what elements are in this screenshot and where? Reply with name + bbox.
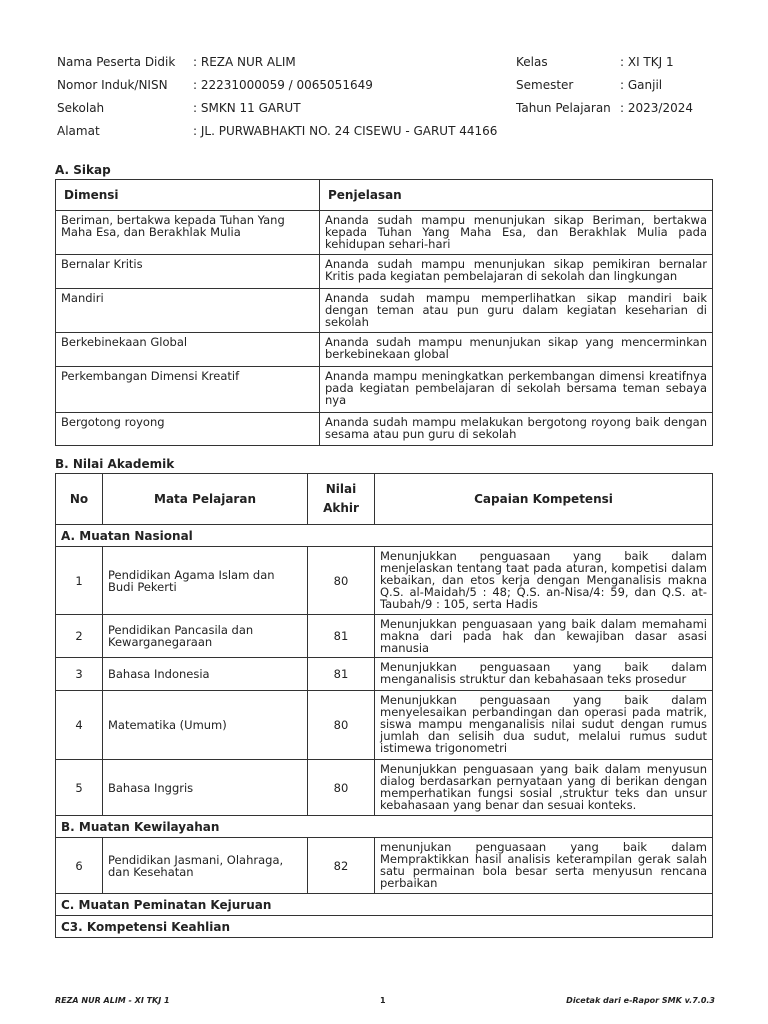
identity-row [57,124,717,147]
penjelasan-cell: Ananda sudah mampu memperlihatkan sikap mandiri baik dengan teman atau pun guru dalam kegiatan keseharian di sekolah [320,289,713,333]
dimensi-cell: Beriman, bertakwa kepada Tuhan Yang Maha Esa, dan Berakhlak Mulia [56,211,320,255]
header-penjelasan: Penjelasan [320,180,713,211]
table-row [56,333,713,367]
footer-student: REZA NUR ALIM - XI TKJ 1 [55,996,170,1005]
mapel-cell: Pendidikan Agama Islam dan Budi Pekerti [103,547,308,615]
no-cell: 4 [56,691,103,760]
mapel-cell: Bahasa Indonesia [103,658,308,691]
no-cell: 5 [56,760,103,816]
table-row [56,691,713,760]
dimensi-cell: Bergotong royong [56,413,320,446]
table-header-row [56,180,713,211]
value-alamat: : JL. PURWABHAKTI NO. 24 CISEWU - GARUT 44166 [193,124,498,138]
dimensi-cell: Berkebinekaan Global [56,333,320,367]
penjelasan-cell: Ananda sudah mampu menunjukan sikap Beriman, bertakwa kepada Tuhan Yang Maha Esa, dan Berakhlak Mulia pada kehidupan sehari-hari [320,211,713,255]
value-nisn: : 22231000059 / 0065051649 [193,78,373,92]
dimensi-cell: Mandiri [56,289,320,333]
dimensi-cell: Bernalar Kritis [56,255,320,289]
value-nama: : REZA NUR ALIM [193,55,296,69]
identity-row [57,101,717,124]
label-kelas: Kelas [516,55,548,69]
mapel-cell: Bahasa Inggris [103,760,308,816]
nilai-cell: 82 [308,838,375,894]
table-header-row [56,474,713,525]
label-nisn: Nomor Induk/NISN [57,78,168,92]
capaian-cell: Menunjukkan penguasaan yang baik dalam menjelaskan tentang taat pada aturan, kompetisi dalam kebaikan, dan etos kerja dengan Menganalisis makna Q.S. al-Maidah/5 : 48; Q.S. an-Nisa/4: 59, dan Q.S. at-Taubah/9 : 105, serta Hadis [375,547,713,615]
identity-row [57,78,717,101]
capaian-cell: Menunjukkan penguasaan yang baik dalam menyelesaikan perbandingan dan operasi pada matrik, siswa mampu menganalisis nilai sudut dengan rumus jumlah dan selisih dua sudut, melalui rumus sudut istimewa trigonometri [375,691,713,760]
header-nilai: Nilai Akhir [308,474,375,525]
group-label: C3. Kompetensi Keahlian [56,916,713,938]
header-capaian: Capaian Kompetensi [375,474,713,525]
nilai-cell: 80 [308,760,375,816]
header-mapel: Mata Pelajaran [103,474,308,525]
no-cell: 3 [56,658,103,691]
penjelasan-cell: Ananda sudah mampu menunjukan sikap yang mencerminkan berkebinekaan global [320,333,713,367]
group-row [56,525,713,547]
table-row [56,367,713,413]
nilai-cell: 81 [308,658,375,691]
identity-row [57,55,717,78]
nilai-table [55,473,713,938]
value-kelas: : XI TKJ 1 [620,55,674,69]
no-cell: 2 [56,615,103,658]
mapel-cell: Pendidikan Pancasila dan Kewarganegaraan [103,615,308,658]
nilai-cell: 80 [308,691,375,760]
student-identity [57,55,717,147]
label-semester: Semester [516,78,574,92]
table-row [56,615,713,658]
mapel-cell: Matematika (Umum) [103,691,308,760]
table-row [56,760,713,816]
header-no: No [56,474,103,525]
table-row [56,211,713,255]
dimensi-cell: Perkembangan Dimensi Kreatif [56,367,320,413]
section-title-sikap: A. Sikap [55,163,111,177]
group-label: C. Muatan Peminatan Kejuruan [56,894,713,916]
table-row [56,547,713,615]
capaian-cell: Menunjukkan penguasaan yang baik dalam menyusun dialog berdasarkan pernyataan yang di berikan dengan memperhatikan fungsi sosial ,struktur teks dan unsur kebahasaan yang benar dan sesuai konteks. [375,760,713,816]
mapel-cell: Pendidikan Jasmani, Olahraga, dan Kesehatan [103,838,308,894]
table-row [56,838,713,894]
no-cell: 6 [56,838,103,894]
label-nama: Nama Peserta Didik [57,55,176,69]
label-sekolah: Sekolah [57,101,105,115]
table-row [56,255,713,289]
label-alamat: Alamat [57,124,100,138]
footer-page-number: 1 [380,996,386,1005]
value-sekolah: : SMKN 11 GARUT [193,101,301,115]
penjelasan-cell: Ananda sudah mampu menunjukan sikap pemikiran bernalar Kritis pada kegiatan pembelajaran di sekolah dan lingkungan [320,255,713,289]
penjelasan-cell: Ananda sudah mampu melakukan bergotong royong baik dengan sesama atau pun guru di sekolah [320,413,713,446]
no-cell: 1 [56,547,103,615]
capaian-cell: Menunjukkan penguasaan yang baik dalam menganalisis struktur dan kebahasaan teks prosedur [375,658,713,691]
group-label: A. Muatan Nasional [56,525,713,547]
group-row [56,816,713,838]
value-semester: : Ganjil [620,78,663,92]
footer-printed-by: Dicetak dari e-Rapor SMK v.7.0.3 [566,996,715,1005]
table-row [56,658,713,691]
nilai-cell: 80 [308,547,375,615]
nilai-cell: 81 [308,615,375,658]
capaian-cell: Menunjukkan penguasaan yang baik dalam memahami makna dari pada hak dan kewajiban dasar asasi manusia [375,615,713,658]
section-title-nilai: B. Nilai Akademik [55,457,175,471]
capaian-cell: menunjukan penguasaan yang baik dalam Mempraktikkan hasil analisis keterampilan gerak salah satu permainan bola besar serta menyusun rencana perbaikan [375,838,713,894]
group-row [56,894,713,916]
header-dimensi: Dimensi [56,180,320,211]
value-tahun: : 2023/2024 [620,101,693,115]
penjelasan-cell: Ananda mampu meningkatkan perkembangan dimensi kreatifnya pada kegiatan pembelajaran di sekolah bersama teman sebaya nya [320,367,713,413]
table-row [56,413,713,446]
group-label: B. Muatan Kewilayahan [56,816,713,838]
table-row [56,289,713,333]
label-tahun: Tahun Pelajaran [516,101,611,115]
group-row [56,916,713,938]
sikap-table [55,179,713,446]
